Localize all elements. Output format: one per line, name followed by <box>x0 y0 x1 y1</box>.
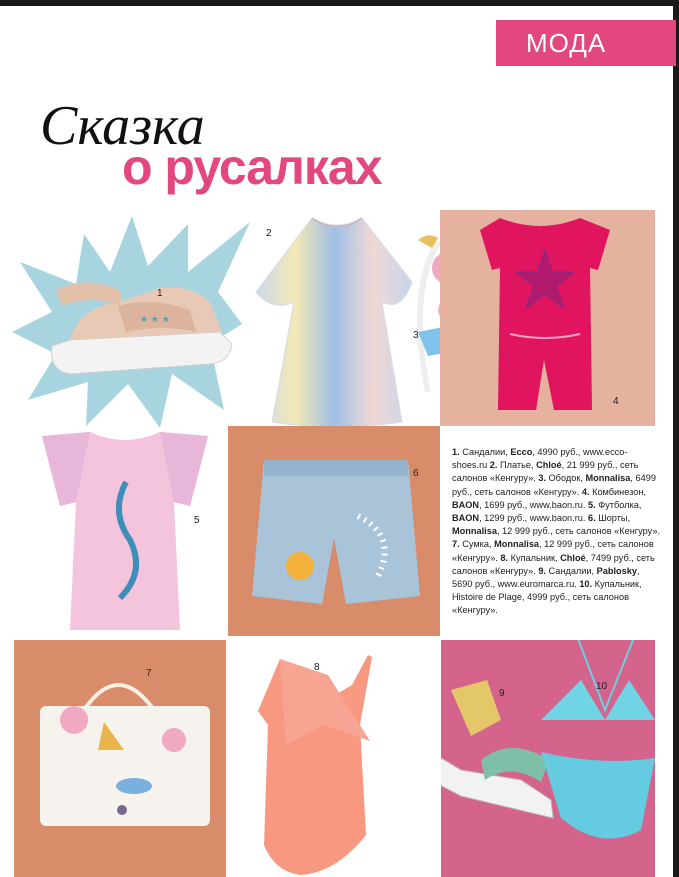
title-line1: Сказка <box>40 95 205 157</box>
credit-details: , 1299 руб., www.baon.ru. <box>479 513 588 524</box>
item-number-7: 7 <box>146 668 152 679</box>
svg-text:★ ★ ★: ★ ★ ★ <box>140 315 170 325</box>
credit-details: , 5690 руб., www.euromarca.ru. <box>452 565 640 590</box>
jumpsuit-baon-image <box>440 210 655 426</box>
item-number-10: 10 <box>596 681 608 692</box>
credit-number: 6. <box>588 513 599 524</box>
jumpsuit-panel <box>440 210 655 426</box>
credit-item: Купальник, <box>594 579 642 590</box>
item-number-2: 2 <box>266 228 272 239</box>
item-number-8: 8 <box>314 662 320 673</box>
credit-number: 9. <box>538 565 549 576</box>
credit-brand: Chloé <box>536 460 562 471</box>
credit-number: 7. <box>452 539 463 550</box>
bag-panel <box>14 640 226 877</box>
tshirt-baon-image <box>30 422 220 636</box>
item-number-5: 5 <box>194 515 200 526</box>
credit-number: 5. <box>588 499 599 510</box>
bag-monnalisa-image <box>14 640 226 877</box>
dress-chloe-image <box>252 212 422 432</box>
credit-brand: Pablosky <box>596 565 637 576</box>
credit-brand: Monnalisa <box>452 526 497 537</box>
sandals-pablosky-image <box>441 680 553 818</box>
credit-number: 2. <box>489 460 501 471</box>
shorts-monnalisa-image <box>228 426 440 636</box>
credit-brand: Monnalisa <box>494 539 540 550</box>
credit-item: Комбинезон, <box>592 486 646 497</box>
item-number-6: 6 <box>413 468 419 479</box>
credit-item: Купальник, <box>510 552 561 563</box>
credit-brand: BAON <box>452 499 480 510</box>
credit-details: Histoire de Plage, 4999 руб., сеть салонов «Кенгуру». <box>452 592 629 616</box>
product-credits <box>452 446 662 618</box>
item-number-4: 4 <box>613 396 619 407</box>
credit-number: 3. <box>538 473 549 484</box>
credit-details: , 4990 руб., www.ecco-shoes.ru <box>452 447 628 471</box>
bikini-histoire-de-plage-image <box>541 640 655 839</box>
title-line2: о русалках <box>122 139 382 195</box>
item-number-9: 9 <box>499 688 505 699</box>
swimsuit-chloe-image <box>240 645 400 877</box>
credit-item: Платье, <box>500 460 537 471</box>
credit-item: Сандалии, <box>548 565 597 576</box>
item-number-3: 3 <box>413 330 419 341</box>
credit-item: Ободок, <box>548 473 586 484</box>
credit-details: , 12 999 руб., сеть салонов «Кенгуру». <box>452 539 654 563</box>
item-number-1: 1 <box>157 288 163 299</box>
credit-details: , 7499 руб., сеть салонов «Кенгуру». <box>452 552 655 576</box>
credit-details: , 6499 руб., сеть салонов «Кенгуру». <box>452 473 656 497</box>
credit-item: Шорты, <box>598 513 631 524</box>
section-tag: МОДА <box>496 20 676 66</box>
shorts-panel <box>228 426 440 636</box>
credit-number: 4. <box>581 486 593 497</box>
credit-details: , 21 999 руб., сеть салонов «Кенгуру». <box>452 460 639 484</box>
credit-details: , 1699 руб., www.baon.ru. <box>479 499 588 510</box>
credit-brand: Chloé <box>560 552 586 563</box>
credit-number: 10. <box>579 579 595 590</box>
credit-item: Футболка, <box>598 499 642 510</box>
credit-brand: BAON <box>452 513 480 524</box>
credit-item: Сандалии, <box>462 447 511 457</box>
sandals-ecco-image <box>10 214 255 432</box>
credit-brand: Ecco <box>510 447 533 457</box>
credit-number: 1. <box>452 447 463 457</box>
sandals-bikini-panel <box>441 640 655 877</box>
credit-brand: Monnalisa <box>585 473 631 484</box>
credit-item: Сумка, <box>462 539 495 550</box>
credit-number: 8. <box>500 552 511 563</box>
credit-details: , 12 999 руб., сеть салонов «Кенгуру». <box>496 526 661 537</box>
